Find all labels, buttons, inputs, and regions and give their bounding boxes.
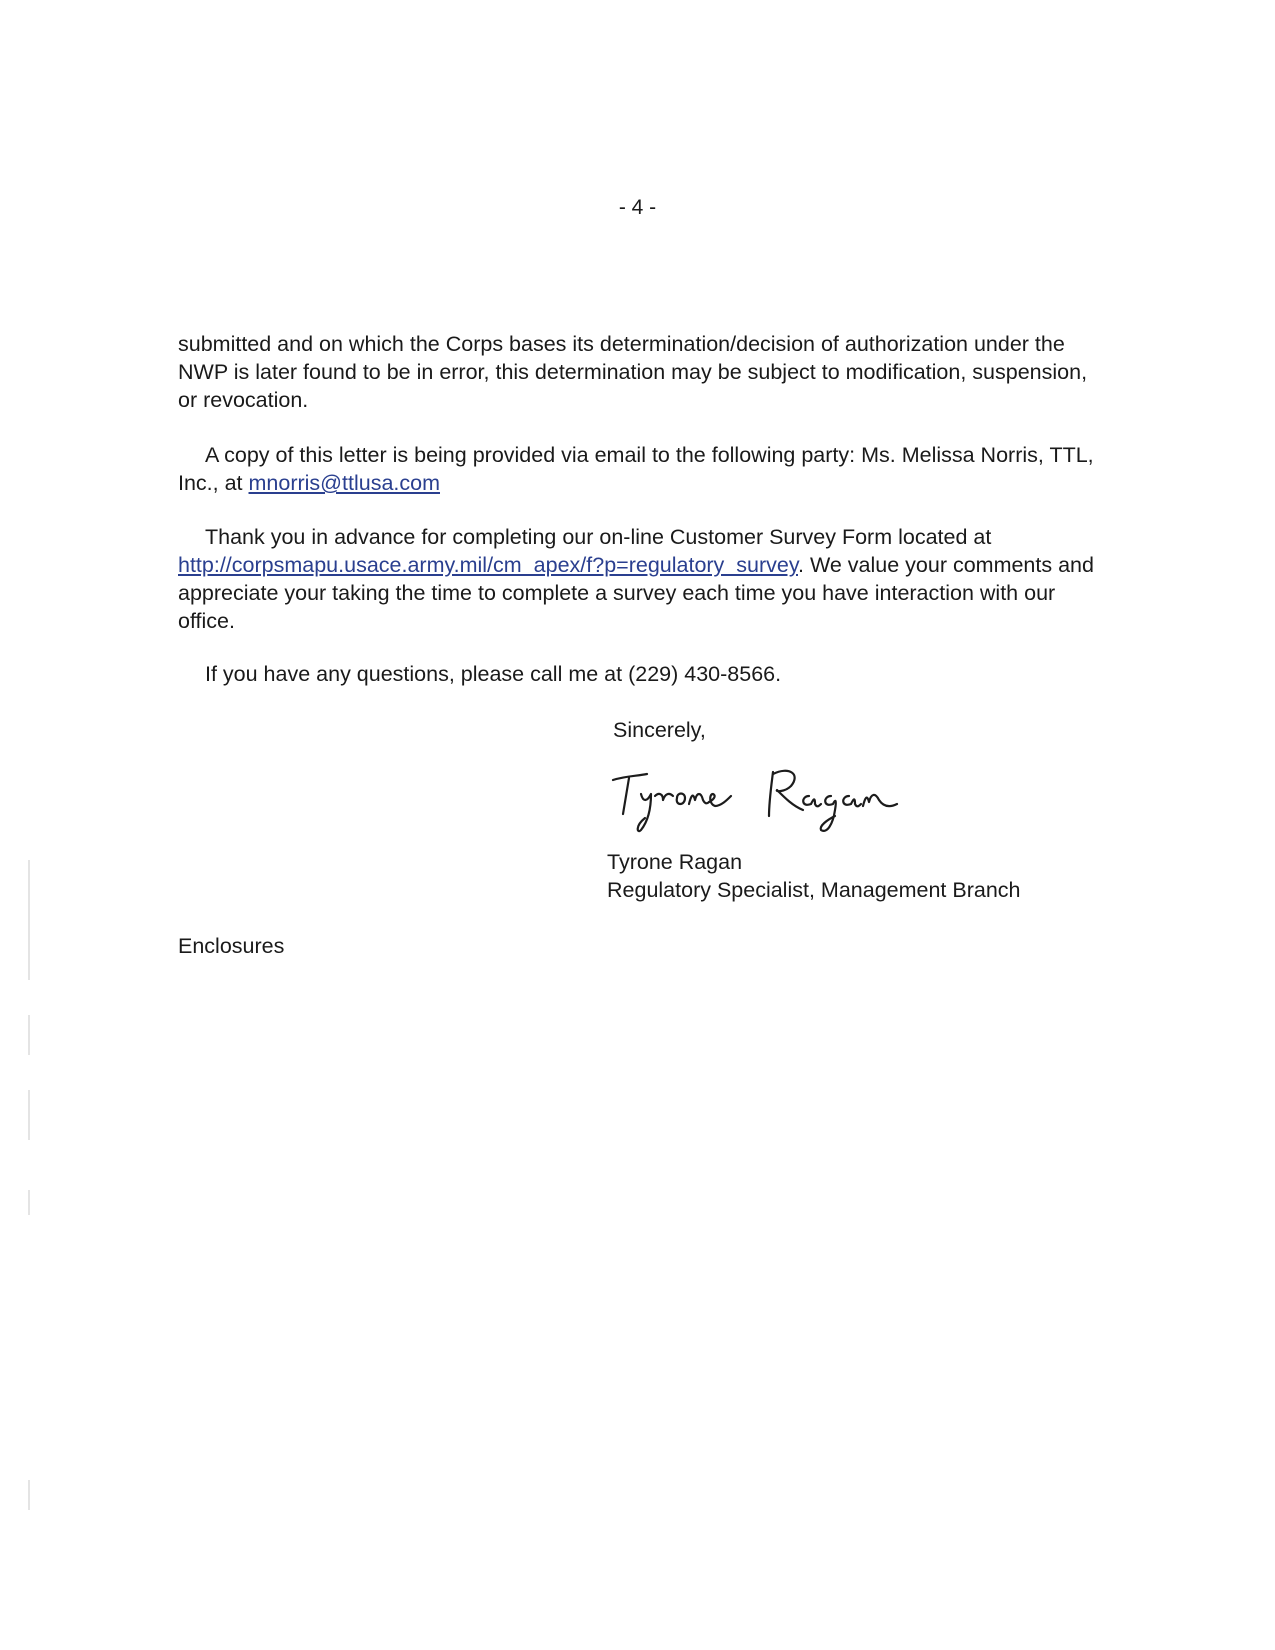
signer-name: Tyrone Ragan — [607, 850, 743, 874]
paragraph-survey — [178, 523, 1108, 635]
scan-artifact — [28, 1480, 30, 1510]
letter-body-survey — [178, 523, 1108, 635]
survey-text-after: . We value your comments and appreciate your taking the time to complete a survey each time you have interaction with our office. — [178, 553, 1094, 633]
enclosures-note: Enclosures — [178, 934, 285, 958]
scan-artifact — [28, 1190, 30, 1215]
handwritten-signature — [605, 760, 925, 840]
email-link[interactable]: mnorris@ttlusa.com — [248, 471, 440, 495]
paragraph-continuation: submitted and on which the Corps bases its determination/decision of authorization under the NWP is later found to be in error, this determination may be subject to modification, suspension, or revocation. — [178, 332, 1088, 412]
survey-text-before: Thank you in advance for completing our on-line Customer Survey Form located at — [205, 525, 992, 549]
paragraph-copy-notice — [178, 441, 1108, 497]
letter-body — [178, 330, 1108, 414]
survey-url-link[interactable]: http://corpsmapu.usace.army.mil/cm_apex/f?p=regulatory_survey — [178, 553, 798, 577]
paragraph-questions: If you have any questions, please call me at (229) 430-8566. — [205, 662, 782, 686]
page-number: - 4 - — [618, 196, 657, 219]
scan-artifact — [28, 1090, 30, 1140]
scan-artifact — [28, 1015, 30, 1055]
letter-body-copy — [178, 441, 1108, 497]
letter-body-questions — [178, 660, 1108, 688]
signer-block — [607, 848, 1021, 904]
scan-artifact — [28, 860, 30, 980]
closing-salutation: Sincerely, — [613, 718, 706, 742]
signer-title: Regulatory Specialist, Management Branch — [607, 878, 1021, 902]
copy-notice-text: A copy of this letter is being provided via email to the following party: Ms. Melissa Norris, TTL, Inc., at — [178, 443, 1094, 495]
